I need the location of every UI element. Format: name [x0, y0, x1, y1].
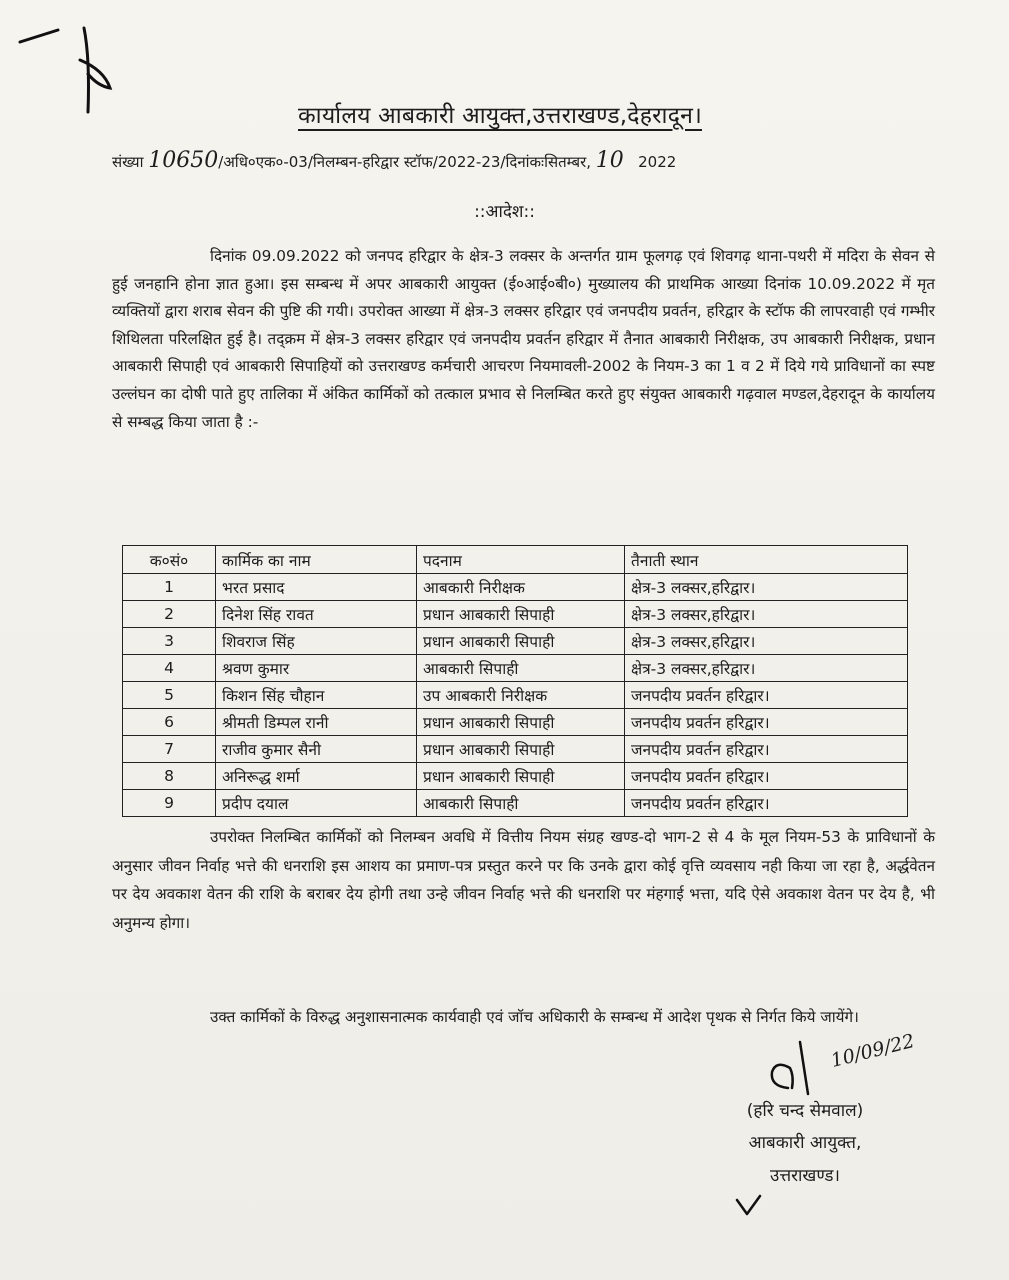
cell-designation: प्रधान आबकारी सिपाही — [417, 736, 625, 763]
cell-designation: उप आबकारी निरीक्षक — [417, 682, 625, 709]
paragraph-1: दिनांक 09.09.2022 को जनपद हरिद्वार के क्षेत्र-3 लक्सर के अन्तर्गत ग्राम फूलगढ़ एवं शिवगढ़ थाना-पथरी में मदिरा के सेवन से हुई जनहानि होना ज्ञात हुआ। इस सम्बन्ध में अपर आबकारी आयुक्त (ई०आई०बी०) मुख्यालय की प्राथमिक आख्या दिनांक 10.09.2022 में मृत व्यक्तियों द्वारा शराब सेवन की पुष्टि की गयी। उपरोक्त आख्या में क्षेत्र-3 लक्सर हरिद्वार एवं जनपदीय प्रवर्तन, हरिद्वार के स्टॉफ की लापरवाही एवं गम्भीर शिथिलता परिलक्षित हुई है। तद्क्रम में क्षेत्र-3 लक्सर हरिद्वार एवं जनपदीय प्रवर्तन हरिद्वार में तैनात आबकारी निरीक्षक, उप आबकारी निरीक्षक, प्रधान आबकारी सिपाही एवं आबकारी सिपाहियों को उत्तराखण्ड कर्मचारी आचरण नियमावली-2002 के नियम-3 का 1 व 2 में दिये गये प्राविधानों का स्पष्ट उल्लंघन का दोषी पाते हुए तालिका में अंकित कार्मिकों को तत्काल प्रभाव से निलम्बित करते हुए संयुक्त आबकारी गढ़वाल मण्डल,देहरादून के कार्यालय से सम्बद्ध किया जाता है :- — [112, 247, 935, 431]
cell-name: अनिरूद्ध शर्मा — [216, 763, 417, 790]
header-serial: क०सं० — [123, 546, 216, 574]
header-name: कार्मिक का नाम — [216, 546, 417, 574]
cell-serial: 4 — [123, 655, 216, 682]
header-posting: तैनाती स्थान — [625, 546, 908, 574]
paragraph-2: उपरोक्त निलम्बित कार्मिकों को निलम्बन अवधि में वित्तीय नियम संग्रह खण्ड-दो भाग-2 से 4 के मूल नियम-53 के प्राविधानों के अनुसार जीवन निर्वाह भत्ते की धनराशि इस आशय का प्रमाण-पत्र प्रस्तुत करने पर कि उनके द्वारा कोई वृत्ति व्यवसाय नही किया जा रहा है, अर्द्धवेतन पर देय अवकाश वेतन की राशि के बराबर देय होगी तथा उन्हे जीवन निर्वाह भत्ते की धनराशि पर मंहगाई भत्ता, यदि ऐसे अवकाश वेतन पर देय है, भी अनुमन्य होगा। — [112, 828, 935, 932]
signatory-name: (हरि चन्द सेमवाल) — [746, 1101, 864, 1121]
cell-name: भरत प्रसाद — [216, 574, 417, 601]
reference-number: 10650 — [148, 148, 219, 173]
cell-posting: जनपदीय प्रवर्तन हरिद्वार। — [625, 763, 908, 790]
cell-serial: 1 — [123, 574, 216, 601]
cell-serial: 8 — [123, 763, 216, 790]
cell-designation: प्रधान आबकारी सिपाही — [417, 709, 625, 736]
reference-day: 10 — [595, 148, 624, 173]
cell-name: श्रवण कुमार — [216, 655, 417, 682]
signatory-state: उत्तराखण्ड। — [770, 1166, 840, 1186]
table-row — [123, 709, 908, 736]
cell-name: श्रीमती डिम्पल रानी — [216, 709, 417, 736]
signature-date: 10/09/22 — [828, 1030, 917, 1072]
cell-name: शिवराज सिंह — [216, 628, 417, 655]
reference-prefix: संख्या — [112, 153, 144, 171]
reference-middle: /अधि०एक०-03/निलम्बन-हरिद्वार स्टॉफ/2022-23/दिनांकःसितम्बर, — [218, 153, 592, 171]
table-row — [123, 655, 908, 682]
table-row — [123, 790, 908, 817]
cell-posting: क्षेत्र-3 लक्सर,हरिद्वार। — [625, 574, 908, 601]
cell-posting: जनपदीय प्रवर्तन हरिद्वार। — [625, 790, 908, 817]
cell-designation: प्रधान आबकारी सिपाही — [417, 628, 625, 655]
cell-posting: क्षेत्र-3 लक्सर,हरिद्वार। — [625, 601, 908, 628]
cell-designation: प्रधान आबकारी सिपाही — [417, 601, 625, 628]
paragraph-3: उक्त कार्मिकों के विरुद्ध अनुशासनात्मक कार्यवाही एवं जॉच अधिकारी के सम्बन्ध में आदेश पृथक से निर्गत किये जायेंगे। — [210, 1008, 859, 1026]
cell-serial: 7 — [123, 736, 216, 763]
tick-mark — [733, 1192, 763, 1218]
cell-serial: 9 — [123, 790, 216, 817]
cell-name: किशन सिंह चौहान — [216, 682, 417, 709]
reference-line — [112, 148, 872, 173]
cell-name: प्रदीप दयाल — [216, 790, 417, 817]
table-row — [123, 682, 908, 709]
cell-posting: क्षेत्र-3 लक्सर,हरिद्वार। — [625, 628, 908, 655]
cell-posting: जनपदीय प्रवर्तन हरिद्वार। — [625, 682, 908, 709]
table-row — [123, 736, 908, 763]
office-title: कार्यालय आबकारी आयुक्त,उत्तराखण्ड,देहरादून। — [298, 103, 702, 129]
cell-name: दिनेश सिंह रावत — [216, 601, 417, 628]
cell-designation: आबकारी निरीक्षक — [417, 574, 625, 601]
corner-pen-mark — [14, 8, 134, 118]
table-header-row — [123, 546, 908, 574]
cell-posting: जनपदीय प्रवर्तन हरिद्वार। — [625, 736, 908, 763]
staff-table — [122, 545, 908, 817]
table-row — [123, 574, 908, 601]
signatory-designation: आबकारी आयुक्त, — [748, 1133, 862, 1153]
cell-serial: 2 — [123, 601, 216, 628]
table-row — [123, 628, 908, 655]
table-row — [123, 601, 908, 628]
cell-posting: क्षेत्र-3 लक्सर,हरिद्वार। — [625, 655, 908, 682]
cell-designation: प्रधान आबकारी सिपाही — [417, 763, 625, 790]
cell-posting: जनपदीय प्रवर्तन हरिद्वार। — [625, 709, 908, 736]
cell-designation: आबकारी सिपाही — [417, 655, 625, 682]
cell-name: राजीव कुमार सैनी — [216, 736, 417, 763]
header-designation: पदनाम — [417, 546, 625, 574]
cell-serial: 3 — [123, 628, 216, 655]
order-heading: ::आदेश:: — [474, 202, 535, 222]
cell-serial: 5 — [123, 682, 216, 709]
table-row — [123, 763, 908, 790]
reference-year: 2022 — [638, 153, 677, 171]
cell-designation: आबकारी सिपाही — [417, 790, 625, 817]
cell-serial: 6 — [123, 709, 216, 736]
